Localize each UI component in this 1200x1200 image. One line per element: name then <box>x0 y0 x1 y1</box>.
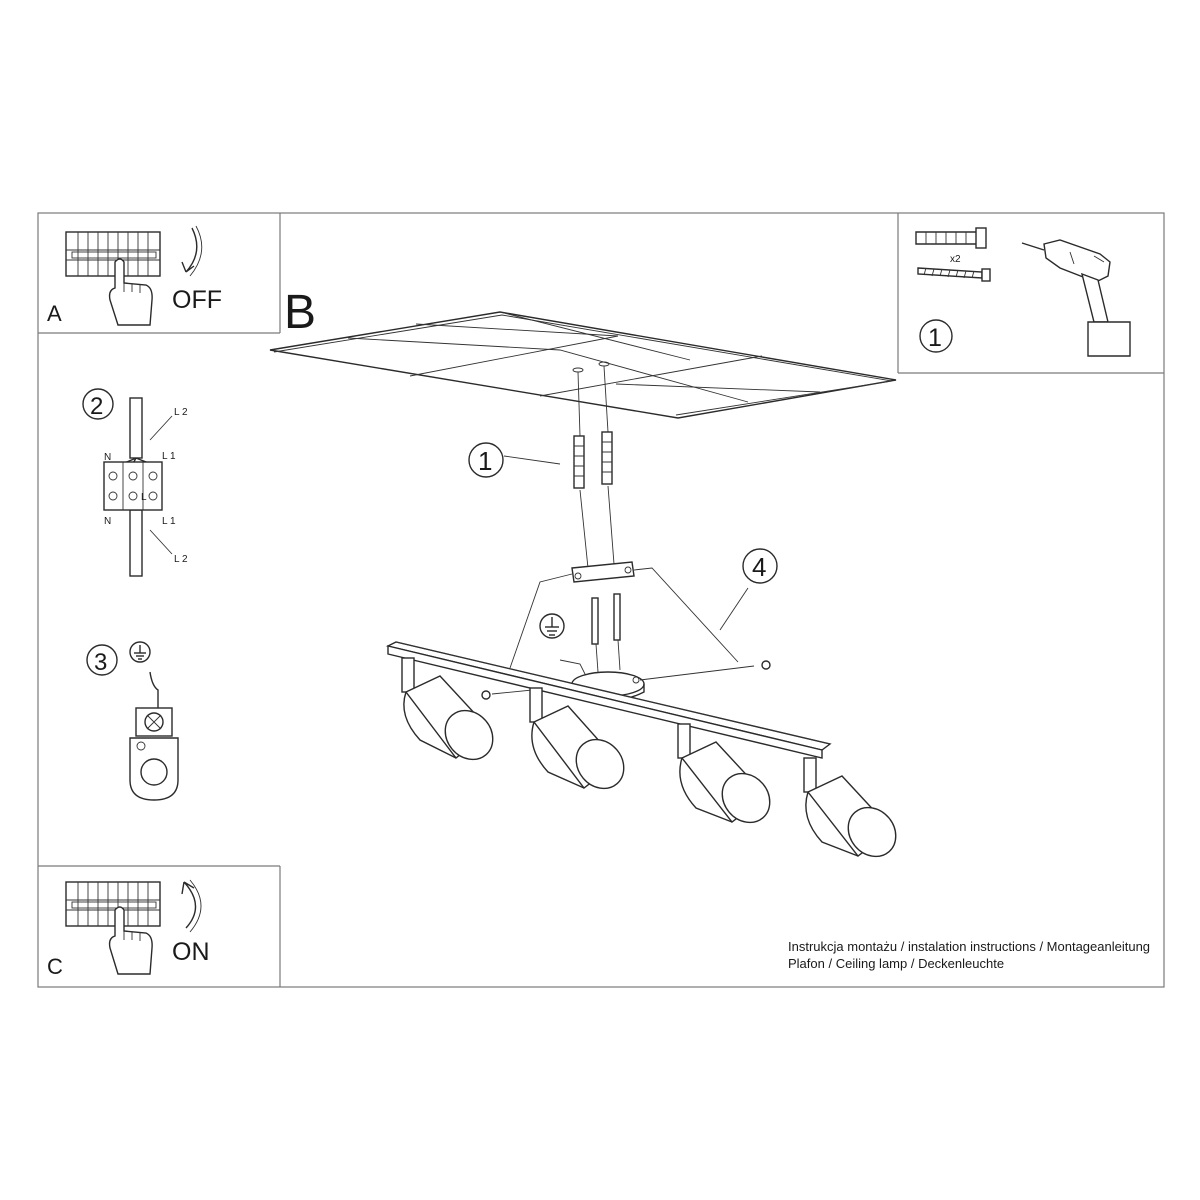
anchor-plugs <box>574 432 612 488</box>
spotlight-4 <box>804 758 906 866</box>
step-2-number: 2 <box>90 393 104 420</box>
mounting-bracket <box>572 562 634 582</box>
wall-plug-icon <box>916 228 986 248</box>
hand-pointer-icon-c <box>110 907 153 974</box>
arrow-down-icon <box>182 226 202 276</box>
panel-a <box>47 226 222 326</box>
tools-panel <box>916 228 1130 356</box>
side-screw-left <box>482 691 490 699</box>
wire-label-n-top: N <box>104 452 112 463</box>
footer-caption <box>788 938 1150 972</box>
screw-icon <box>918 268 990 281</box>
breaker-box-icon <box>66 232 160 276</box>
drill-icon <box>1022 240 1130 356</box>
ground-symbol-icon-b <box>540 614 564 638</box>
footer-line-1: Instrukcja montażu / instalation instructions / Montageanleitung <box>788 939 1151 954</box>
tools-count: x2 <box>950 254 961 265</box>
panel-c <box>47 880 210 979</box>
breaker-box-icon-c <box>66 882 160 926</box>
terminal-block-icon <box>104 398 172 576</box>
footer-line-2: Plafon / Ceiling lamp / Deckenleuchte <box>788 956 1005 971</box>
panel-c-letter: C <box>47 954 63 979</box>
bracket-screws <box>592 594 620 644</box>
wire-label-l2-top: L 2 <box>174 407 188 418</box>
panel-c-action: ON <box>172 938 210 966</box>
tools-step-number: 1 <box>928 324 942 352</box>
step-3-earth <box>87 642 178 800</box>
wire-label-l2-bottom: L 2 <box>174 554 188 565</box>
panel-b <box>270 286 906 866</box>
step-1-number: 1 <box>478 446 493 476</box>
hand-pointer-icon <box>110 259 153 325</box>
earth-terminal-icon <box>130 708 178 800</box>
step-4-number: 4 <box>752 552 767 582</box>
side-screw-right <box>762 661 770 669</box>
panel-b-letter: B <box>284 286 317 339</box>
ground-symbol-icon <box>130 642 150 662</box>
wire-label-n-bottom: N <box>104 516 112 527</box>
wire-label-l1-top: L 1 <box>162 451 176 462</box>
panel-a-action: OFF <box>172 286 222 314</box>
panel-a-letter: A <box>47 301 62 326</box>
step-2-wiring <box>83 389 188 576</box>
ceiling-plane <box>270 312 896 418</box>
wire-label-l1-bottom: L 1 <box>162 516 176 527</box>
arrow-up-icon <box>182 880 201 932</box>
step-3-number: 3 <box>94 649 108 676</box>
wire-label-l-center: L <box>141 492 147 503</box>
